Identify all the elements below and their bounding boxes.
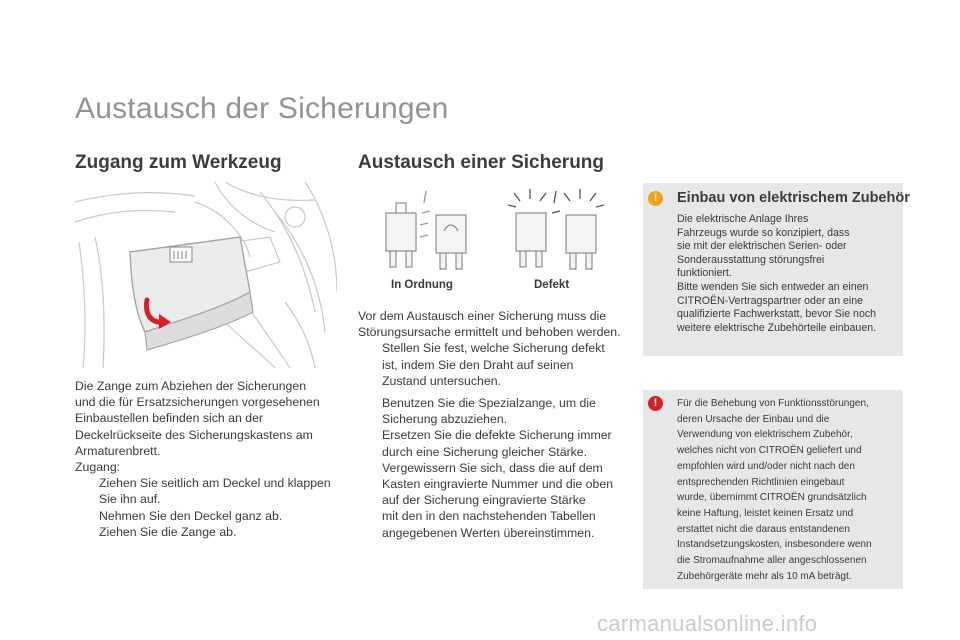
text-line: und die für Ersatzsicherungen vorgesehenen: [75, 395, 320, 410]
text-line: Ziehen Sie die Zange ab.: [99, 524, 237, 539]
fuse-check-instructions: [358, 308, 623, 389]
bullet-marker-icon: [358, 460, 382, 541]
bullet-item: [75, 475, 340, 507]
text-line: Ersetzen Sie die defekte Sicherung immer: [382, 428, 612, 443]
text-line: Zustand untersuchen.: [382, 373, 501, 388]
bullet-marker-icon: [358, 395, 382, 427]
warning-box-text: [677, 396, 899, 584]
fuse-replacement-instructions: [358, 395, 623, 541]
bullet-item: [358, 427, 623, 459]
bullet-marker-icon: [358, 427, 382, 459]
text-line: qualifizierte Fachwerkstatt, bevor Sie noch: [677, 308, 877, 321]
text-line: Die Zange zum Abziehen der Sicherungen: [75, 379, 307, 393]
text-line: Zugang:: [75, 460, 121, 475]
text-line: auf der Sicherung eingravierte Stärke: [382, 493, 586, 508]
text-line: Ziehen Sie seitlich am Deckel und klappen: [99, 476, 331, 491]
fuse-box-cover-illustration: [75, 182, 337, 368]
fuse-defective-icon: [516, 213, 596, 269]
text-line: erstattet nicht die daraus entstandenen: [677, 523, 850, 535]
text-line: deren Ursache der Einbau und die: [677, 413, 830, 425]
warning-icon: !: [648, 396, 663, 411]
text-line: durch eine Sicherung gleicher Stärke.: [382, 444, 588, 459]
bullet-item: [358, 340, 623, 389]
bullet-item: [75, 524, 340, 540]
bullet-marker-icon: [358, 340, 382, 389]
text-line: die Stromaufnahme aller angeschlossenen: [677, 555, 867, 567]
text-line: Verwendung von elektrischem Zubehör,: [677, 429, 853, 441]
text-line: CITROËN-Vertragspartner oder an eine: [677, 294, 864, 307]
fuse-comparison-illustration: [370, 183, 620, 283]
text-line: Nehmen Sie den Deckel ganz ab.: [99, 508, 283, 523]
text-line: Benutzen Sie die Spezialzange, um die: [382, 396, 596, 410]
text-line: Einbaustellen befinden sich an der: [75, 411, 264, 426]
text-line: Vor dem Austausch einer Sicherung muss die: [358, 309, 607, 323]
text-line: wurde, übernimmt CITROËN grundsätzlich: [677, 492, 867, 504]
text-line: funktioniert.: [677, 267, 732, 280]
watermark: carmanualsonline.info: [597, 611, 818, 636]
page-title: Austausch der Sicherungen: [75, 92, 449, 125]
text-line: sie mit der elektrischen Serien- oder: [677, 240, 847, 253]
fuse-ok-label: In Ordnung: [391, 279, 453, 291]
text-line: Sicherung abzuziehen.: [382, 412, 508, 427]
text-line: Kasten eingravierte Nummer und die oben: [382, 477, 614, 492]
text-line: angegebenen Werten übereinstimmen.: [382, 525, 595, 540]
text-line: Armaturenbrett.: [75, 443, 161, 458]
text-line: Sonderausstattung störungsfrei: [677, 253, 825, 266]
tool-access-instructions: [75, 378, 340, 540]
info-icon: i: [648, 191, 663, 206]
text-line: Vergewissern Sie sich, dass die auf dem: [382, 460, 603, 475]
bullet-marker-icon: [75, 524, 99, 540]
text-line: Sie ihn auf.: [99, 492, 161, 507]
section-heading-fuse-replacement: Austausch einer Sicherung: [358, 152, 605, 173]
section-heading-tool-access: Zugang zum Werkzeug: [75, 152, 282, 173]
bullet-marker-icon: [75, 508, 99, 524]
text-line: Bitte wenden Sie sich entweder an einen: [677, 280, 869, 293]
text-line: mit den in den nachstehenden Tabellen: [382, 509, 596, 524]
text-line: Fahrzeugs wurde so konzipiert, dass: [677, 226, 850, 239]
bullet-item: [75, 508, 340, 524]
bullet-item: [358, 460, 623, 541]
fuse-defective-label: Defekt: [534, 279, 570, 291]
text-line: Stellen Sie fest, welche Sicherung defekt: [382, 341, 605, 356]
text-line: Zubehörgeräte mehr als 10 mA beträgt.: [677, 570, 852, 582]
bullet-marker-icon: [75, 475, 99, 507]
text-line: Instandsetzungskosten, insbesondere wenn: [677, 539, 872, 551]
text-line: empfohlen wird und/oder nicht nach den: [677, 460, 855, 472]
text-line: Störungsursache ermittelt und behoben werden.: [358, 325, 621, 340]
text-line: Für die Behebung von Funktionsstörungen,: [677, 398, 869, 409]
accessory-box-text: [677, 213, 899, 335]
text-line: entsprechenden Richtlinien eingebaut: [677, 476, 845, 488]
text-line: Die elektrische Anlage Ihres: [677, 213, 809, 225]
text-line: welches nicht von CITROËN geliefert und: [677, 445, 862, 457]
accessory-box-heading: Einbau von elektrischem Zubehör: [677, 190, 910, 206]
bullet-item: [358, 395, 623, 427]
text-line: Deckelrückseite des Sicherungskastens am: [75, 427, 313, 442]
text-line: ist, indem Sie den Draht auf seinen: [382, 357, 574, 372]
text-line: weitere elektrische Zubehörteile einbauen.: [677, 321, 877, 334]
text-line: keine Haftung, leistet keinen Ersatz und: [677, 507, 854, 519]
